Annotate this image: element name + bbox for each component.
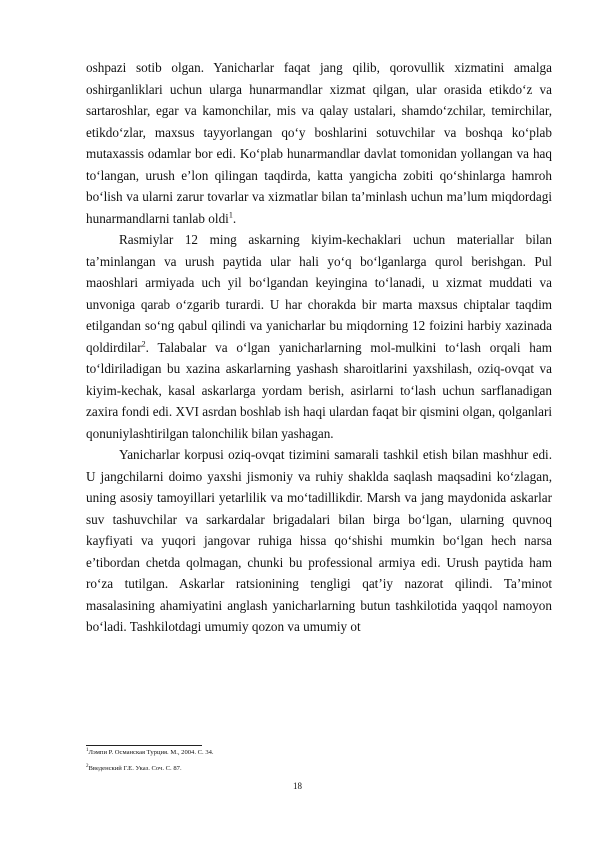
- paragraph-3: [86, 444, 552, 638]
- paragraph-2-end: . Talabalar va o‘lgan yanicharlarning mol-mulkini to‘lash orqali ham to‘ldiriladigan bu xazina askarlarning yashash sharoitlarini yaxshilash, oziq-ovqat va kiyim-kechak, kasal askarlarga yordam berish, asirlarni to‘lash uchun sarflanadigan zaxira fondi edi. XVI asrdan boshlab ish haqi ulardan faqat bir qismini olgan, qolganlari qonuniylashtirilgan talonchilik bilan yashagan.: [86, 339, 552, 441]
- body-text: [86, 57, 552, 638]
- page-number: 18: [293, 781, 302, 791]
- paragraph-2-text: Rasmiylar 12 ming askarning kiyim-kechaklari uchun materiallar bilan ta’minlangan va urush paytida ular hali yo‘q bo‘lganlarga qurol berishgan. Pul maoshlari armiyada uch yil bo‘lgandan keyingina to‘lanadi, u xizmat muddati va unvoniga qarab o‘zgarib turardi. U har chorakda bir marta maxsus chiptalar taqdim etilgandan so‘ng qabul qilindi va yanicharlar bu miqdorning 12 foizini harbiy xazinada qoldirdilar: [86, 232, 552, 355]
- footnotes: [86, 747, 552, 779]
- footnote-1-text: Лэмпи Р. Османская Турция. М., 2004. С. 34.: [88, 749, 214, 756]
- paragraph-2: [86, 229, 552, 444]
- footnote-1: [86, 747, 552, 758]
- footnote-divider: [86, 745, 202, 746]
- paragraph-3-text: Yanicharlar korpusi oziq-ovqat tizimini samarali tashkil etish bilan mashhur edi. U jangchilarni doimo yaxshi jismoniy va ruhiy shaklda saqlash maqsadini ko‘zlagan, uning asosiy tamoyillari yetarlilik va mo‘tadillikdir. Marsh va jang maydonida askarlar suv tashuvchilar va sarkardalar brigadalari bilan birga bo‘lgan, ularning quvnoq kayfiyati va yuqori jangovar ruhiga hissa qo‘shishi mumkin bo‘lgan hech narsa e’tibordan chetda qolmagan, chunki bu professional armiya edi. Urush paytida ham ro‘za tutilgan. Askarlar ratsionining tengligi qat’iy nazorat qilindi. Ta’minot masalasining ahamiyatini anglash yanicharlarning butun tashkilotida yaqqol namoyon bo‘ladi. Tashkilotdagi umumiy qozon va umumiy ot: [86, 447, 552, 634]
- footnote-2-text: Введенский Г.Е. Указ. Соч. С. 87.: [88, 765, 182, 772]
- footnote-ref-1[interactable]: 1: [228, 210, 233, 220]
- footnote-mark-1: 1: [86, 747, 89, 753]
- paragraph-1-end: .: [232, 210, 237, 226]
- paragraph-1-text: oshpazi sotib olgan. Yanicharlar faqat jang qilib, qorovullik xizmatini amalga oshirganliklari uchun ularga hunarmandlar xizmat qilgan, ular orasida etikdo‘z va sartaroshlar, egar va kamonchilar, mis va qalay ustalari, shamdo‘zchilar, temirchilar, etikdo‘zlar, maxsus tayyorlangan qo‘y boshlarini sotuvchilar va boshqa ko‘plab mutaxassis odamlar bor edi. Ko‘plab hunarmandlar davlat tomonidan yollangan va haq to‘langan, urush e’lon qilingan taqdirda, katta yangicha zobiti qo‘shinlarga hamroh bo‘lish va ularni zarur tovarlar va xizmatlar bilan ta’minlash uchun ma’lum miqdordagi hunarmandlarni tanlab oldi: [86, 60, 552, 226]
- footnote-2: [86, 763, 552, 774]
- footnote-mark-2: 2: [86, 763, 89, 769]
- footnote-ref-2[interactable]: 2: [141, 339, 146, 349]
- paragraph-1: [86, 57, 552, 229]
